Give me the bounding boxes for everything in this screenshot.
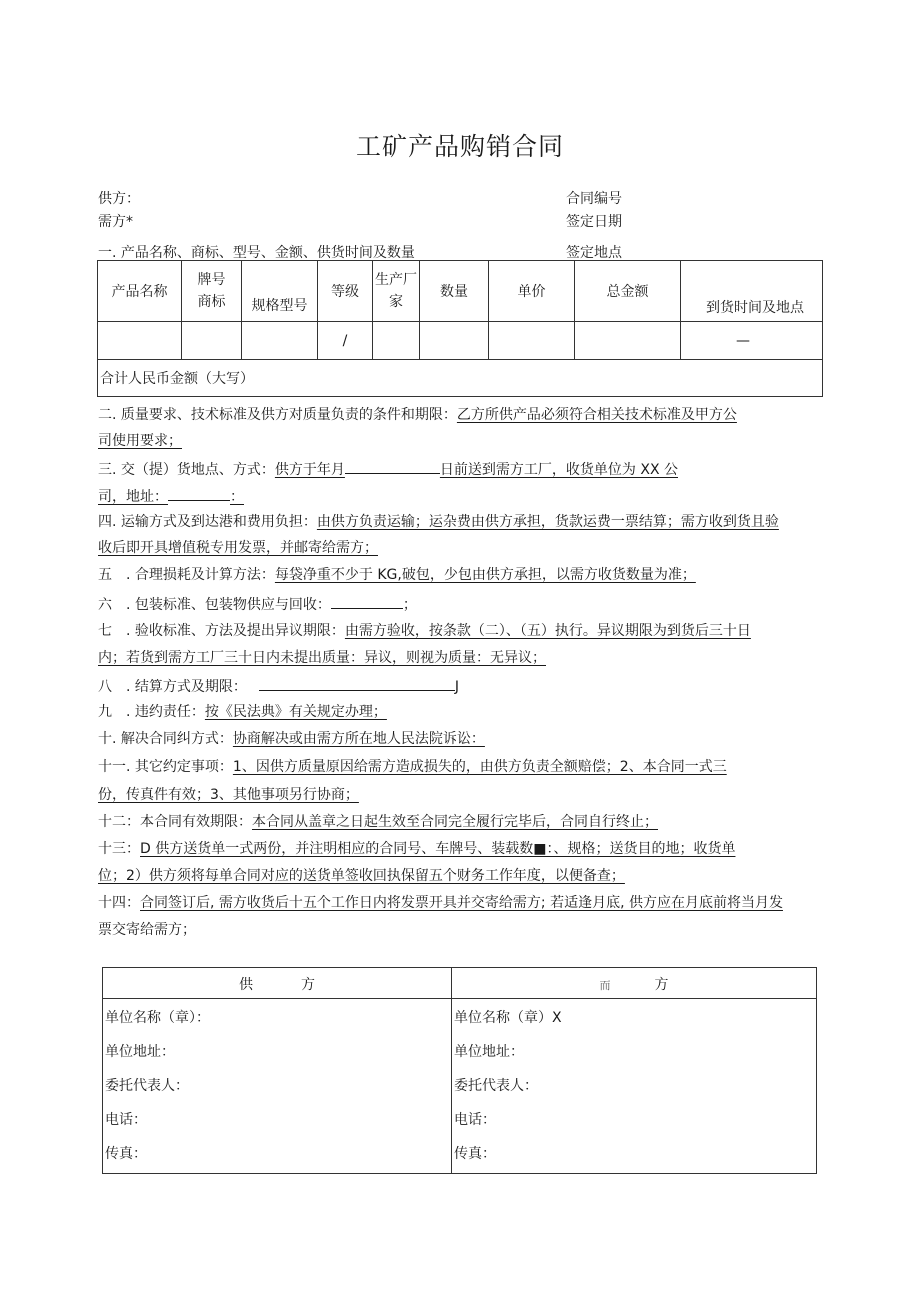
clause-12-label: 十二：本合同有效期限： bbox=[98, 814, 252, 830]
clause-6-label: 六 . 包装标准、包装物供应与回收： bbox=[98, 597, 331, 613]
col-header-name: 产品名称 bbox=[98, 261, 182, 322]
clause-4-label: 四. 运输方式及到达港和费用负担： bbox=[98, 514, 317, 530]
col-header-maker bbox=[373, 261, 420, 322]
supplier-heading bbox=[103, 968, 451, 999]
table-row bbox=[98, 322, 823, 360]
col-header-spec: 规格型号 bbox=[242, 261, 318, 322]
clause-6-blank[interactable] bbox=[331, 594, 403, 609]
buyer-address[interactable]: 单位地址： bbox=[454, 1044, 524, 1060]
clause-6-end: ； bbox=[402, 597, 417, 613]
clause-13-line-1 bbox=[98, 840, 735, 858]
clause-13-text-b: 位；2）供方须将每单合同对应的送货单签收回执保留五个财务工作年度，以便备查； bbox=[98, 868, 625, 884]
clause-11-line-1 bbox=[98, 758, 727, 776]
col-header-total: 总金额 bbox=[575, 261, 681, 322]
supplier-phone[interactable]: 电话： bbox=[105, 1112, 147, 1128]
clause-3-line-2 bbox=[98, 486, 244, 506]
buyer-label: 需方* bbox=[98, 214, 133, 230]
clause-3-text-a2: 日前送到需方工厂，收货单位为 XX 公 bbox=[439, 462, 678, 478]
cell-spec[interactable] bbox=[242, 322, 318, 360]
supplier-address[interactable]: 单位地址： bbox=[105, 1044, 175, 1060]
clause-12-text: 本合同从盖章之日起生效至合同完全履行完毕后，合同自行终止； bbox=[252, 814, 658, 830]
cell-quantity[interactable] bbox=[420, 322, 489, 360]
buyer-heading-b: 方 bbox=[654, 977, 669, 993]
clause-14-text-b: 票交寄给需方； bbox=[98, 922, 196, 938]
clause-7-text-a: 由需方验收，按条款（二）、（五）执行。异议期限为到货后三十日 bbox=[344, 623, 751, 639]
clause-10-text: 协商解决或由需方所在地人民法院诉讼： bbox=[232, 731, 485, 747]
clause-13-text-a: D 供方送货单一式两份，并注明相应的合同号、车牌号、装载数■：、规格；送货目的地；收货单 bbox=[140, 841, 736, 857]
clause-4-text-a: 由供方负责运输；运杂费由供方承担，货款运费一票结算；需方收到货且验 bbox=[316, 514, 779, 530]
clause-3-text-b1: 司，地址： bbox=[98, 489, 168, 505]
cell-grade[interactable]: / bbox=[318, 322, 373, 360]
total-amount-label: 合计人民币金额（大写） bbox=[98, 360, 823, 397]
clause-13-label: 十三： bbox=[98, 841, 140, 857]
supplier-heading-b: 方 bbox=[301, 977, 315, 993]
cell-name[interactable] bbox=[98, 322, 182, 360]
section-1-heading: 一. 产品名称、商标、型号、金额、供货时间及数量 bbox=[98, 245, 415, 261]
buyer-phone[interactable]: 电话： bbox=[454, 1112, 496, 1128]
sign-place-label: 签定地点 bbox=[566, 245, 622, 261]
clause-3-text-a1: 供方于年月 bbox=[274, 462, 345, 478]
clause-3-address-blank[interactable] bbox=[168, 486, 230, 501]
col-header-brand bbox=[182, 261, 242, 322]
maker-top: 生产厂 bbox=[375, 272, 417, 288]
clause-7-text-b: 内；若货到需方工厂三十日内未提出质量：异议，则视为质量：无异议； bbox=[98, 650, 546, 666]
supplier-column bbox=[103, 968, 452, 1174]
clause-12-line bbox=[98, 813, 658, 831]
clause-5-line bbox=[98, 566, 696, 584]
clause-2-text-b: 司使用要求； bbox=[98, 433, 182, 449]
clause-3-label: 三. 交（提）货地点、方式： bbox=[98, 462, 275, 478]
total-row bbox=[98, 360, 823, 397]
clause-14-line-1 bbox=[98, 894, 783, 912]
col-header-delivery: 到货时间及地点 bbox=[681, 261, 823, 322]
clause-5-label: 五 . 合理损耗及计算方法： bbox=[98, 567, 275, 583]
clause-4-text-b: 收后即开具增值税专用发票，并邮寄给需方； bbox=[98, 540, 378, 556]
cell-delivery[interactable]: — bbox=[681, 322, 823, 360]
document-title: 工矿产品购销合同 bbox=[355, 132, 564, 161]
signature-table bbox=[102, 967, 817, 1174]
col-header-unit-price: 单价 bbox=[489, 261, 575, 322]
clause-3-line-1 bbox=[98, 459, 678, 479]
clause-2-label: 二. 质量要求、技术标准及供方对质量负责的条件和期限： bbox=[98, 407, 457, 423]
clause-4-line-1 bbox=[98, 513, 779, 531]
buyer-heading bbox=[452, 968, 816, 999]
clause-10-line bbox=[98, 730, 485, 748]
clause-6-line bbox=[98, 594, 417, 614]
clause-11-text-a: 1、因供方质量原因给需方造成损失的，由供方负责全额赔偿；2、本合同一式三 bbox=[232, 759, 727, 775]
buyer-column bbox=[452, 968, 817, 1174]
clause-14-text-a: 合同签订后, 需方收货后十五个工作日内将发票开具并交寄给需方; 若适逢月底, 供方应在月底前将当月发 bbox=[140, 895, 783, 911]
clause-3-text-b2: ： bbox=[230, 489, 244, 505]
buyer-agent[interactable]: 委托代表人： bbox=[454, 1078, 538, 1094]
clause-7-line-1 bbox=[98, 622, 751, 640]
cell-total[interactable] bbox=[575, 322, 681, 360]
buyer-fax[interactable]: 传真： bbox=[454, 1146, 496, 1162]
clause-7-label: 七 . 验收标准、方法及提出异议期限： bbox=[98, 623, 345, 639]
clause-5-text: 每袋净重不少于 KG,破包，少包由供方承担，以需方收货数量为准； bbox=[274, 567, 696, 583]
cell-brand[interactable] bbox=[182, 322, 242, 360]
sign-date-label: 签定日期 bbox=[566, 214, 622, 230]
product-table bbox=[97, 260, 823, 397]
clause-8-blank[interactable] bbox=[259, 676, 455, 691]
brand-bottom: 商标 bbox=[197, 294, 226, 310]
clause-2-text-a: 乙方所供产品必须符合相关技术标准及甲方公 bbox=[456, 407, 737, 423]
buyer-heading-a: 而 bbox=[599, 979, 611, 992]
clause-10-label: 十. 解决合同纠方式： bbox=[98, 731, 233, 747]
clause-8-line bbox=[98, 676, 459, 696]
clause-3-date-blank[interactable] bbox=[345, 459, 440, 474]
clause-14-label: 十四： bbox=[98, 895, 140, 911]
contract-number-label: 合同编号 bbox=[566, 191, 622, 207]
supplier-fax[interactable]: 传真： bbox=[105, 1146, 147, 1162]
cell-unit-price[interactable] bbox=[489, 322, 575, 360]
supplier-agent[interactable]: 委托代表人： bbox=[105, 1078, 189, 1094]
supplier-unit-name[interactable]: 单位名称（章）： bbox=[105, 1010, 210, 1026]
clause-8-label: 八 . 结算方式及期限： bbox=[98, 679, 247, 695]
clause-9-text: 按《民法典》有关规定办理； bbox=[204, 704, 387, 720]
clause-11-label: 十一. 其它约定事项： bbox=[98, 759, 233, 775]
table-header-row bbox=[98, 261, 823, 322]
clause-9-line bbox=[98, 703, 387, 721]
buyer-unit-name[interactable]: 单位名称（章）X bbox=[454, 1010, 562, 1026]
clause-2-line-1 bbox=[98, 406, 737, 424]
maker-bottom: 家 bbox=[389, 294, 403, 310]
supplier-heading-a: 供 bbox=[239, 977, 253, 993]
brand-top: 牌号 bbox=[197, 272, 226, 288]
col-header-quantity: 数量 bbox=[420, 261, 489, 322]
cell-maker[interactable] bbox=[373, 322, 420, 360]
col-header-grade: 等级 bbox=[318, 261, 373, 322]
clause-8-end: J bbox=[454, 679, 460, 695]
supplier-label: 供方： bbox=[98, 191, 140, 207]
clause-9-label: 九 . 违约责任： bbox=[98, 704, 205, 720]
clause-11-text-b: 份，传真件有效；3、其他事项另行协商； bbox=[98, 787, 359, 803]
